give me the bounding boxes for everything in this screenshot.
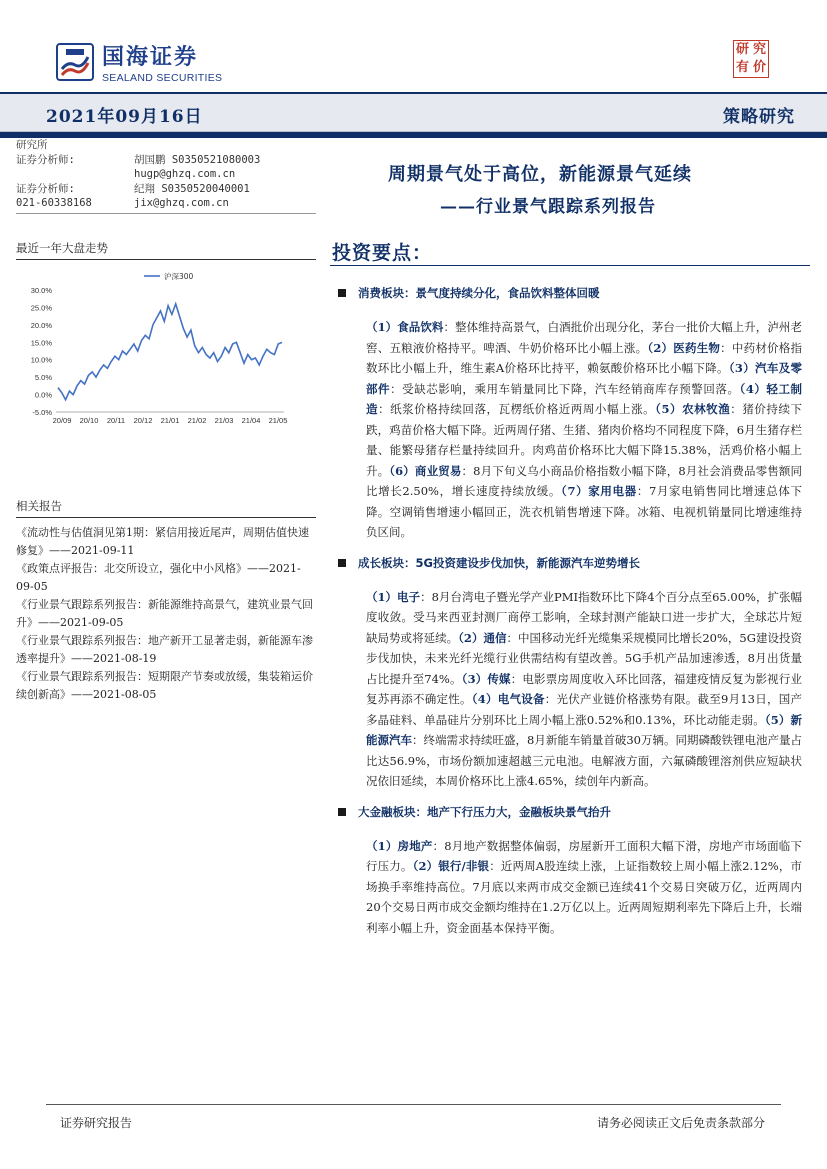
industry-text: ：8月地产数据整体偏弱，房屋新开工面积大幅下滑，房地产市场面临下行压力。	[366, 838, 802, 873]
industry-name: （5）农林牧渔	[655, 402, 731, 416]
analyst-info	[16, 138, 316, 214]
industry-name: （1）电子	[366, 589, 421, 604]
sector-label: 大金融板块：	[358, 804, 427, 819]
analyst-row	[16, 167, 316, 182]
square-bullet-icon	[338, 808, 346, 816]
sector-headline: 地产下行压力大，金融板块景气抬升	[427, 804, 611, 819]
industry-text: ：电影票房周度收入环比回落，福建疫情反复为影视行业复苏再添不确定性。	[366, 671, 802, 706]
company-logo	[56, 40, 222, 84]
industry-name: （3）传媒	[461, 671, 511, 686]
industry-text: ：8月台湾电子暨光学产业PMI指数环比下降4个百分点至65.00%，扩张幅度收敛。受马来西亚封测厂商停工影响，全球封测产能缺口进一步扩大，全球芯片短缺局势或将延续。	[366, 589, 802, 645]
x-tick-label: 21/04	[241, 416, 261, 425]
sector-body	[334, 317, 802, 543]
related-item[interactable]: 《行业景气跟踪系列报告：短期限产节奏或放缓，集装箱运价续创新高》——2021-08-05	[16, 670, 313, 701]
industry-name: （2）通信	[458, 630, 507, 645]
industry-text: ：8月下旬义乌小商品价格指数小幅下降，8月社会消费品零售额同比增长2.50%，增长速度持续放缓。	[366, 463, 803, 498]
report-subtitle: ——行业景气跟踪系列报告	[440, 197, 656, 217]
stamp-char: 价	[752, 60, 766, 75]
related-list	[16, 524, 316, 704]
industry-name: （2）医药生物	[647, 340, 721, 355]
y-tick-label: 5.0%	[34, 373, 52, 383]
industry-name: （7）家用电器	[561, 484, 637, 498]
analyst-phone: 021-60338168	[16, 197, 92, 209]
analyst-label	[16, 167, 134, 182]
industry-name: （4）电气设备	[471, 692, 545, 706]
analyst-label: 证券分析师:	[16, 153, 75, 166]
market-line-chart	[16, 264, 316, 434]
sector-consumer	[334, 283, 802, 543]
sector-heading	[334, 283, 802, 303]
analyst-row	[16, 153, 316, 168]
footer-disclaimer: 请务必阅读正文后免责条款部分	[596, 1116, 765, 1130]
industry-text: ：猪价持续下跌，鸡苗价格大幅下降。近两周仔猪、生猪、猪肉价格均不同程度下降，6月生猪存栏量、能繁母猪存栏量持续回升。肉鸡苗价格环比大幅下降15.38%，活鸡价格小幅上升。	[366, 402, 803, 478]
y-tick-label: 15.0%	[30, 338, 52, 348]
related-item[interactable]: 《政策点评报告：北交所设立，强化中小风格》——2021-09-05	[16, 562, 301, 593]
x-tick-label: 20/12	[133, 416, 153, 425]
stamp-char: 究	[752, 42, 766, 57]
series-line-0	[58, 304, 282, 400]
related-item[interactable]: 《行业景气跟踪系列报告：地产新开工显著走弱，新能源车渗透率提升》——2021-08-19	[16, 634, 313, 665]
y-tick-label: 25.0%	[30, 303, 52, 313]
square-bullet-icon	[338, 559, 346, 567]
square-bullet-icon	[338, 289, 346, 297]
y-tick-label: 0.0%	[34, 390, 52, 400]
analyst-email[interactable]: jix@ghzq.com.cn	[134, 197, 229, 209]
x-tick-label: 21/01	[160, 416, 180, 425]
analyst-value: 纪翔 S0350520040001	[134, 182, 250, 195]
industry-name: （3）汽车及零部件	[366, 361, 802, 396]
x-tick-label: 20/11	[106, 416, 126, 425]
x-tick-label: 21/03	[214, 416, 234, 425]
department: 研究所	[16, 139, 48, 151]
footer-divider	[46, 1104, 781, 1105]
logo-cn: 国海证券	[102, 45, 199, 70]
sector-body	[334, 836, 802, 939]
industry-name: （1）食品饮料	[366, 320, 444, 334]
industry-name: （2）银行/非银	[412, 859, 490, 873]
sector-headline: 5G投资建设步伐加快，新能源汽车逆势增长	[415, 555, 640, 570]
market-chart-heading: 最近一年大盘走势	[16, 240, 316, 260]
y-tick-label: 10.0%	[30, 355, 52, 365]
sector-body	[334, 587, 802, 792]
analyst-row	[16, 196, 316, 211]
industry-name: （5）新能源汽车	[366, 712, 802, 747]
stamp-char: 研	[735, 42, 749, 57]
footer-left: 证券研究报告	[60, 1116, 133, 1130]
header-band-inner	[0, 94, 827, 132]
related-heading: 相关报告	[16, 498, 316, 518]
logo-en: SEALAND SECURITIES	[102, 72, 223, 84]
industry-name: （4）轻工制造	[366, 381, 803, 416]
analyst-row	[16, 182, 316, 197]
sealand-logo-icon	[56, 43, 94, 81]
y-tick-label: -5.0%	[32, 408, 52, 417]
sector-growth	[334, 553, 802, 792]
analyst-value: 胡国鹏 S0350521080003	[134, 153, 261, 166]
x-tick-label: 20/09	[52, 416, 72, 425]
industry-name: （6）商业贸易	[389, 463, 462, 478]
divider	[330, 265, 810, 266]
report-title: 周期景气处于高位，新能源景气延续	[388, 164, 692, 185]
related-item[interactable]: 《流动性与估值洞见第1期：紧信用接近尾声，周期估值快速修复》——2021-09-11	[16, 526, 309, 557]
y-tick-label: 20.0%	[30, 320, 52, 330]
industry-text: ：整体维持高景气，白酒批价出现分化，茅台一批价大幅上升，泸州老窖、五粮液价格持平。啤酒、牛奶价格环比小幅上涨。	[366, 320, 802, 355]
related-item[interactable]: 《行业景气跟踪系列报告：新能源维持高景气，建筑业景气回升》——2021-09-05	[16, 598, 313, 629]
industry-text: ：中国移动光纤光缆集采规模同比增长20%，5G建设投资步伐加快，未来光纤光缆行业供需结构有望改善。5G手机产品加速渗透，8月出货量占比提升至74%。	[366, 630, 803, 686]
research-stamp	[733, 40, 769, 78]
x-tick-label: 21/05	[268, 416, 288, 425]
industry-text: ：光伏产业链价格涨势有限。截至9月13日，国产多晶硅料、单晶硅片分别环比上周小幅上涨0.52%和0.13%，环比动能走弱。	[366, 692, 802, 727]
sector-label: 成长板块：	[358, 555, 416, 570]
sector-heading	[334, 553, 802, 573]
analyst-email[interactable]: hugp@ghzq.com.cn	[134, 168, 236, 180]
report-date: 2021年09月16日	[46, 107, 203, 127]
x-tick-label: 21/02	[187, 416, 207, 425]
related-reports	[16, 498, 316, 704]
x-tick-label: 20/10	[79, 416, 99, 425]
market-chart-section	[16, 240, 316, 438]
sector-finance	[334, 802, 802, 939]
industry-name: （1）房地产	[366, 838, 433, 853]
industry-text: ：受缺芯影响，乘用车销量同比下降，汽车经销商库存预警回落。	[390, 381, 740, 396]
industry-text: ：中药材价格指数环比小幅上升，维生素A价格环比持平，赖氨酸价格环比小幅下降。	[366, 340, 802, 375]
invest-title: 投资要点：	[332, 242, 433, 264]
legend-label: 沪深300	[164, 272, 194, 281]
y-tick-label: 30.0%	[30, 286, 52, 295]
report-category: 策略研究	[723, 107, 795, 127]
invest-content	[334, 283, 802, 948]
industry-text: ：7月家电销售同比增速总体下降。空调销售增速小幅回正，洗衣机销售增速下降。冰箱、电视机销量同比增速维持负区间。	[366, 484, 802, 539]
industry-text: ：终端需求持续旺盛，8月新能车销量首破30万辆。同期磷酸铁锂电池产量占比达56.9%，市场份额加速超越三元电池。电解液方面，六氟磷酸锂溶剂供应短缺状况依旧延续，本周价格环比上涨4.65%，续创年内新高。	[366, 733, 803, 788]
stamp-char: 有	[735, 60, 749, 75]
analyst-label: 证券分析师:	[16, 182, 75, 195]
industry-text: ：纸浆价格持续回落，瓦楞纸价格近两周小幅上涨。	[378, 402, 656, 416]
sector-heading	[334, 802, 802, 822]
header-band	[0, 92, 827, 138]
sector-label: 消费板块：	[358, 286, 416, 300]
divider	[16, 213, 316, 214]
sector-headline: 景气度持续分化，食品饮料整体回暖	[415, 286, 600, 300]
industry-text: ：近两周A股连续上涨，上证指数较上周小幅上涨2.12%，市场换手率维持高位。7月底以来两市成交金额已连续41个交易日突破万亿，近两周内20个交易日两市成交金额均维持在1.2万亿以上。近两周短期利率先下降后上升，长端利率小幅上升，资金面基本保持平衡。	[366, 859, 802, 935]
